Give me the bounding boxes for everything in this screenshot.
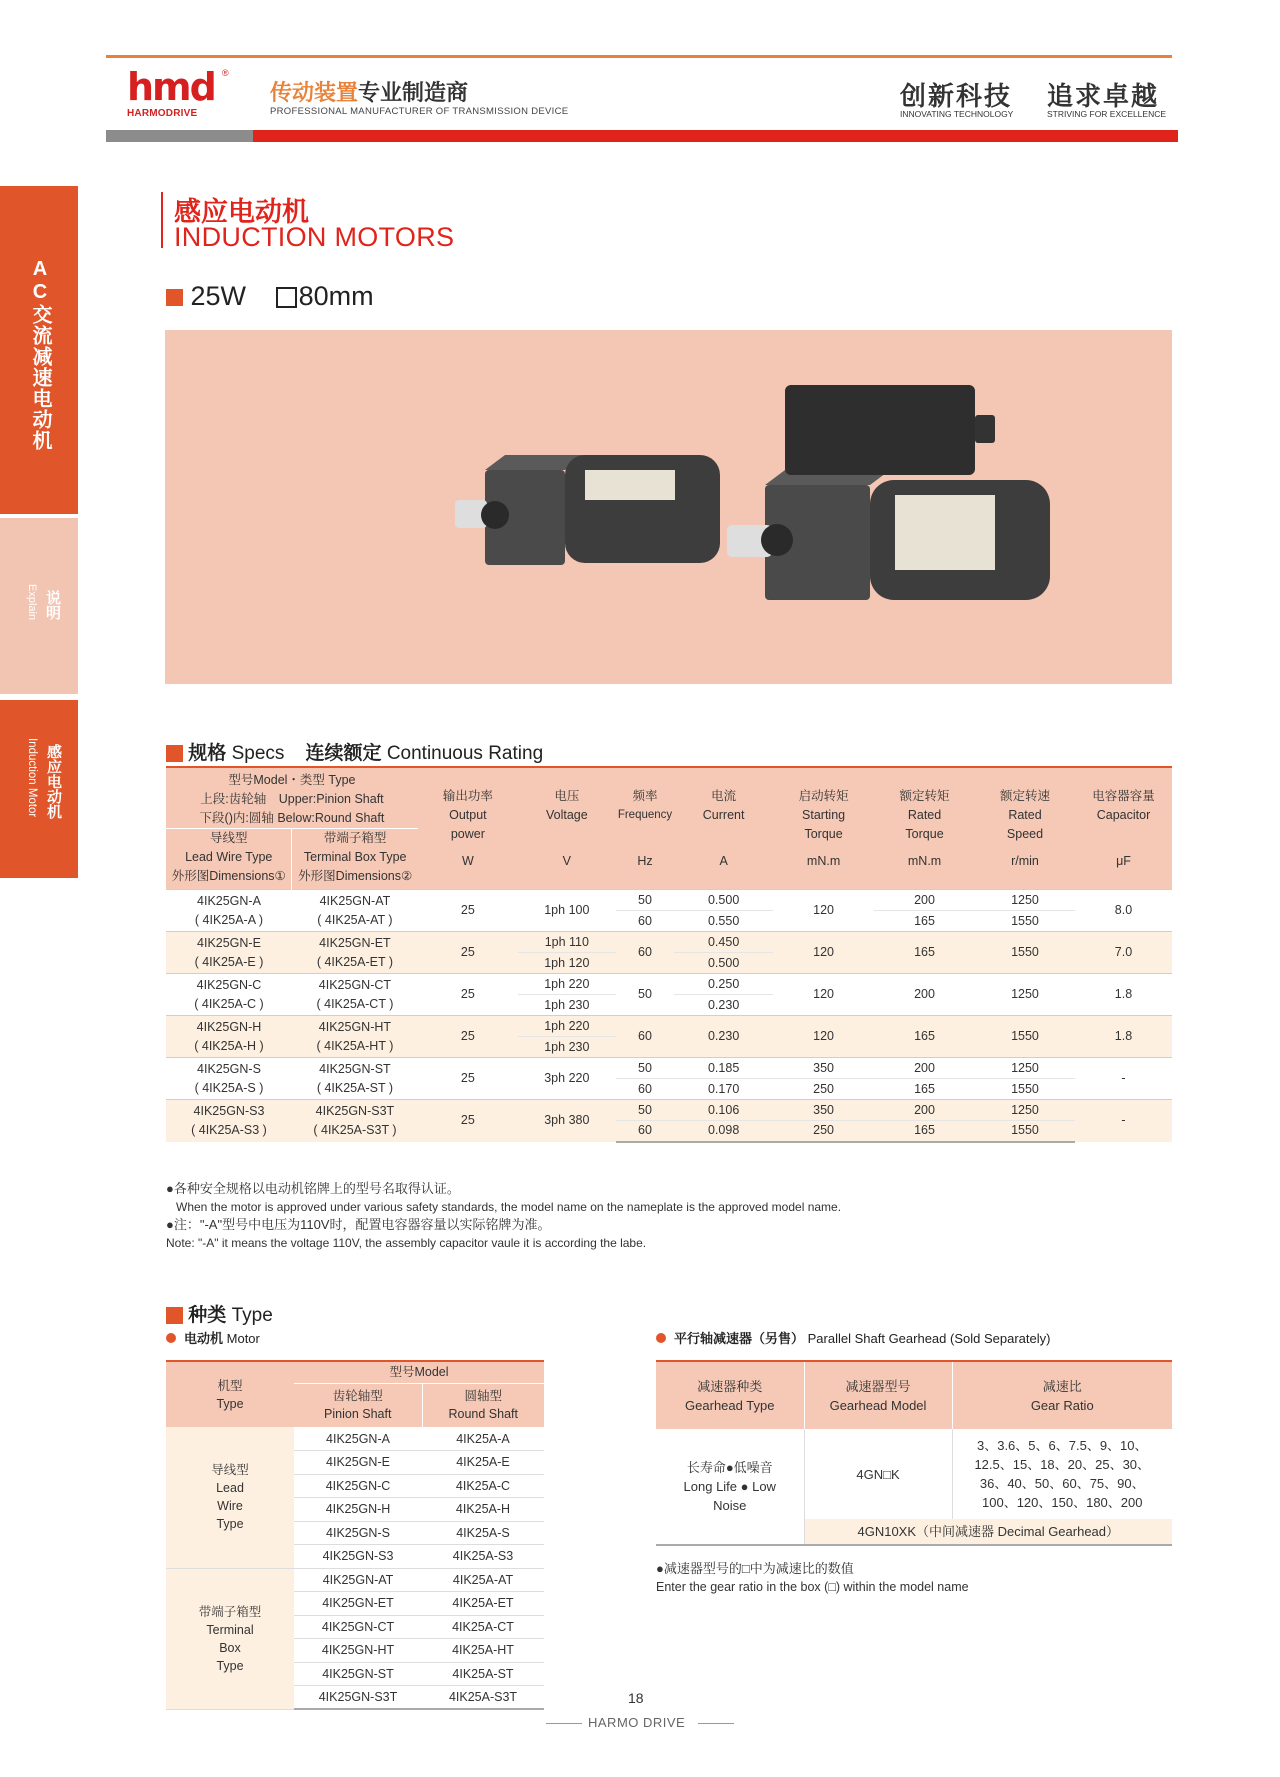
spec-cell-term — [292, 974, 418, 1016]
spec-text-lead: 4IK25GN-E — [197, 935, 261, 950]
gear-header-ratio — [952, 1361, 1172, 1429]
spec-cell-term — [292, 1100, 418, 1142]
pinion-model-cell: 4IK25GN-S3 — [294, 1545, 422, 1569]
header-cur-en: Current — [702, 807, 745, 822]
spec-cell-f1: 60 — [616, 932, 674, 974]
motor-sub-en: Motor — [226, 1331, 260, 1346]
spec-cell-r1: 200 — [874, 1100, 975, 1121]
spec-cell-cap: - — [1075, 1100, 1172, 1142]
spec-cell-power: 25 — [418, 1058, 518, 1100]
header-volt-cn: 电压 — [554, 788, 580, 803]
spec-cell-c1: 0.500 — [674, 890, 773, 911]
gear-title-en: Parallel Shaft Gearhead (Sold Separately) — [807, 1331, 1051, 1346]
header-current — [674, 767, 773, 890]
brand-logo: hmd — [127, 65, 215, 109]
spec-text-lead2: ( 4IK25A-E ) — [194, 954, 264, 969]
spec-cell-r1: 165 — [874, 1016, 975, 1058]
gear-header-model — [804, 1361, 952, 1429]
side-tab-induction[interactable] — [0, 700, 78, 878]
motor-type-table — [166, 1360, 544, 1710]
gear-note-en: Enter the gear ratio in the box (□) within the model name — [656, 1580, 969, 1594]
spec-cell-sp2: 1550 — [975, 1079, 1075, 1100]
header-cap-en: Capacitor — [1096, 807, 1151, 822]
spec-cell-sp1: 1550 — [975, 932, 1075, 974]
spec-text-term2: ( 4IK25A-ST ) — [316, 1080, 394, 1095]
spec-cell-r1: 165 — [874, 932, 975, 974]
header-rs-unit: r/min — [1011, 853, 1039, 868]
type-group-label: Type — [216, 1658, 244, 1673]
round-model-cell: 4IK25A-HT — [422, 1639, 544, 1663]
header-model-line1: 型号Model・类型 Type — [228, 773, 356, 787]
spec-text-lead2: ( 4IK25A-H ) — [194, 1038, 264, 1053]
gearhead-subheading — [656, 1328, 1050, 1347]
spec-cell-lead — [166, 932, 292, 974]
page-title-en: INDUCTION MOTORS — [174, 222, 455, 252]
bullet-square-icon — [166, 289, 183, 306]
pinion-model-cell: 4IK25GN-ST — [294, 1662, 422, 1686]
tagline-cn — [270, 76, 468, 107]
type-group-label: 导线型 — [211, 1463, 249, 1478]
type-h-type-en: Type — [216, 1396, 244, 1411]
header-term-l1: 带端子箱型 — [323, 831, 387, 845]
type-group-label: 带端子箱型 — [198, 1604, 262, 1619]
spec-cell-r2: 165 — [874, 1121, 975, 1142]
header-st-cn: 启动转矩 — [798, 788, 849, 803]
side-tab-explain-en: Explain — [26, 584, 38, 621]
spec-cell-c1: 0.250 — [674, 974, 773, 995]
spec-cell-c2: 0.098 — [674, 1121, 773, 1142]
round-model-cell: 4IK25A-H — [422, 1498, 544, 1522]
gear-h-ratio-en: Gear Ratio — [1030, 1397, 1094, 1413]
square-frame-icon — [276, 287, 297, 308]
type-heading — [166, 1300, 273, 1327]
header-voltage — [518, 767, 616, 890]
spec-text-lead: 4IK25GN-S3 — [193, 1103, 265, 1118]
header-model-line3: 下段()内:圆轴 Below:Round Shaft — [199, 811, 385, 825]
header-rt-en1: Rated — [907, 807, 942, 822]
spec-row — [166, 1016, 1172, 1037]
header-power-en1: Output — [449, 807, 487, 822]
motor-sub-cn: 电动机 — [184, 1331, 224, 1346]
gear-type-en2: Noise — [713, 1498, 747, 1513]
type-header-model: 型号Model — [294, 1361, 544, 1383]
spec-text-lead: 4IK25GN-H — [196, 1019, 262, 1034]
header-lead-l1: 导线型 — [209, 831, 248, 845]
type-h-pinion-cn: 齿轮轴型 — [332, 1389, 383, 1404]
header-lead-wire — [166, 829, 292, 890]
bullet-dot-icon — [166, 1333, 176, 1343]
spec-cell-c2: 0.550 — [674, 911, 773, 932]
specs-table — [166, 766, 1172, 1143]
header-model-line2: 上段:齿轮轴 Upper:Pinion Shaft — [200, 792, 384, 806]
footer-line-right — [698, 1723, 734, 1724]
spec-cell-s2: 250 — [773, 1079, 874, 1100]
lead-wire-motor-image — [455, 455, 720, 565]
spec-cell-r2: 165 — [874, 911, 975, 932]
spec-cell-term — [292, 932, 418, 974]
spec-cell-s1: 350 — [773, 1100, 874, 1121]
spec-row — [166, 974, 1172, 995]
specs-title-cn: 规格 — [188, 743, 227, 764]
gear-note-cn: ●减速器型号的□中为减速比的数值 — [656, 1561, 854, 1576]
spec-text-term: 4IK25GN-AT — [319, 893, 391, 908]
spec-text-term: 4IK25GN-ET — [319, 935, 391, 950]
type-group-label: Lead — [216, 1481, 244, 1496]
round-model-cell: 4IK25A-AT — [422, 1568, 544, 1592]
spec-cell-f2: 60 — [616, 1079, 674, 1100]
spec-cell-v1: 1ph 110 — [518, 932, 616, 953]
spec-cell-cap: 7.0 — [1075, 932, 1172, 974]
product-photo-panel — [165, 330, 1172, 684]
header-st-en1: Starting — [802, 807, 846, 822]
gear-h-type-en: Gearhead Type — [685, 1397, 775, 1413]
bullet-square-icon — [166, 1307, 183, 1324]
type-header-round — [422, 1383, 544, 1427]
gear-decimal-cell: 4GN10XK（中间减速器 Decimal Gearhead） — [804, 1519, 1172, 1545]
header-st-en2: Torque — [804, 826, 843, 841]
header-cur-unit: A — [719, 853, 728, 868]
header-top-line — [106, 55, 1172, 58]
note2-en: Note: "-A" it means the voltage 110V, the assembly capacitor vaule it is according the labe. — [166, 1236, 647, 1250]
header-power-unit: W — [461, 853, 474, 868]
header-rt-unit: mN.m — [907, 853, 942, 868]
round-model-cell: 4IK25A-S3 — [422, 1545, 544, 1569]
spec-cell-f1: 50 — [616, 890, 674, 911]
side-tab-explain[interactable] — [0, 518, 78, 694]
spec-cell-v1: 3ph 220 — [518, 1058, 616, 1100]
type-h-pinion-en: Pinion Shaft — [324, 1407, 392, 1422]
specs-heading — [166, 738, 543, 765]
pinion-model-cell: 4IK25GN-A — [294, 1427, 422, 1451]
pinion-model-cell: 4IK25GN-AT — [294, 1568, 422, 1592]
tagline-cn-a: 传动装置 — [270, 80, 359, 105]
spec-row — [166, 1058, 1172, 1079]
round-model-cell: 4IK25A-E — [422, 1451, 544, 1475]
header-cap-cn: 电容器容量 — [1092, 788, 1155, 803]
header-volt-en: Voltage — [545, 807, 588, 822]
frame-size: 80mm — [298, 281, 374, 311]
spec-cell-sp1: 1250 — [975, 1058, 1075, 1079]
spec-cell-power: 25 — [418, 974, 518, 1016]
type-group-label: Terminal — [206, 1622, 254, 1637]
spec-cell-sp1: 1250 — [975, 1100, 1075, 1121]
spec-cell-s1: 120 — [773, 932, 874, 974]
specs-subtitle-en: Continuous Rating — [386, 743, 544, 764]
terminal-box-motor-image — [727, 385, 1050, 600]
spec-cell-s2: 250 — [773, 1121, 874, 1142]
header-power-en2: power — [450, 826, 485, 841]
spec-cell-lead — [166, 890, 292, 932]
header-output-power — [418, 767, 518, 890]
spec-heading — [166, 281, 374, 312]
spec-cell-sp2: 1550 — [975, 1121, 1075, 1142]
header-frequency — [616, 767, 674, 890]
bullet-dot-icon — [656, 1333, 666, 1343]
note2-cn: ●注："-A"型号中电压为110V时，配置电容器容量以实际铭牌为准。 — [166, 1217, 551, 1232]
bullet-square-icon — [166, 745, 183, 762]
pinion-model-cell: 4IK25GN-S3T — [294, 1686, 422, 1710]
header-freq-unit: Hz — [637, 853, 653, 868]
gear-header-type — [656, 1361, 804, 1429]
gear-notes — [656, 1560, 969, 1596]
gear-h-model-en: Gearhead Model — [829, 1397, 927, 1413]
side-tab-induction-cn: 感应电动机 — [45, 744, 62, 819]
spec-cell-r1: 200 — [874, 890, 975, 911]
header-rated-torque — [874, 767, 975, 890]
gear-ratio-line4: 100、120、150、180、200 — [982, 1495, 1143, 1510]
spec-cell-s1: 120 — [773, 890, 874, 932]
spec-cell-f1: 50 — [616, 974, 674, 1016]
tagline-cn-b: 专业制造商 — [358, 80, 469, 105]
spec-cell-sp2: 1550 — [975, 911, 1075, 932]
registered-mark: ® — [222, 68, 229, 78]
spec-cell-lead — [166, 1100, 292, 1142]
type-group-label: Box — [219, 1640, 241, 1655]
spec-cell-c1: 0.106 — [674, 1100, 773, 1121]
spec-cell-term — [292, 890, 418, 932]
spec-cell-term — [292, 1058, 418, 1100]
title-bar — [161, 192, 163, 248]
spec-cell-c2: 0.170 — [674, 1079, 773, 1100]
spec-cell-v2: 1ph 230 — [518, 1037, 616, 1058]
spec-cell-sp1: 1550 — [975, 1016, 1075, 1058]
spec-cell-power: 25 — [418, 890, 518, 932]
power-rating: 25W — [190, 281, 247, 311]
spec-cell-c2: 0.500 — [674, 953, 773, 974]
header-cur-cn: 电流 — [711, 788, 737, 803]
gear-model-cell: 4GN□K — [804, 1429, 952, 1519]
side-tab-explain-cn: 说明 — [44, 590, 61, 620]
spec-cell-v1: 1ph 220 — [518, 1016, 616, 1037]
slogan-striving: 追求卓越 — [1047, 82, 1160, 112]
spec-cell-lead — [166, 1058, 292, 1100]
spec-text-lead2: ( 4IK25A-C ) — [194, 996, 264, 1011]
spec-cell-c1: 0.450 — [674, 932, 773, 953]
spec-cell-s1: 120 — [773, 1016, 874, 1058]
gear-h-ratio-cn: 减速比 — [1042, 1378, 1082, 1394]
spec-cell-power: 25 — [418, 932, 518, 974]
spec-text-term: 4IK25GN-HT — [318, 1019, 392, 1034]
header-rated-speed — [975, 767, 1075, 890]
gear-ratio-line2: 12.5、15、18、20、25、30、 — [974, 1457, 1151, 1472]
spec-cell-v1: 1ph 100 — [518, 890, 616, 932]
round-model-cell: 4IK25A-S — [422, 1521, 544, 1545]
spec-cell-c1: 0.185 — [674, 1058, 773, 1079]
pinion-model-cell: 4IK25GN-H — [294, 1498, 422, 1522]
header-band-red — [253, 130, 1178, 142]
header-starting-torque — [773, 767, 874, 890]
spec-cell-c1: 0.230 — [674, 1016, 773, 1058]
round-model-cell: 4IK25A-CT — [422, 1615, 544, 1639]
spec-cell-f1: 50 — [616, 1100, 674, 1121]
tagline-en: PROFESSIONAL MANUFACTURER OF TRANSMISSION DEVICE — [270, 106, 569, 117]
round-model-cell: 4IK25A-A — [422, 1427, 544, 1451]
spec-row — [166, 1100, 1172, 1121]
spec-cell-v2: 1ph 120 — [518, 953, 616, 974]
header-freq-en: Frequency — [617, 808, 673, 821]
gear-h-type-cn: 减速器种类 — [697, 1378, 763, 1394]
spec-cell-cap: 1.8 — [1075, 1016, 1172, 1058]
slogan-innovating-en: INNOVATING TECHNOLOGY — [900, 109, 1014, 119]
spec-cell-power: 25 — [418, 1016, 518, 1058]
spec-text-lead: 4IK25GN-A — [197, 893, 261, 908]
header-term-l3: 外形图Dimensions② — [298, 869, 413, 883]
round-model-cell: 4IK25A-S3T — [422, 1686, 544, 1710]
spec-cell-f2: 60 — [616, 1121, 674, 1142]
gear-ratio-cell — [952, 1429, 1172, 1519]
header-terminal-box — [292, 829, 418, 890]
gearhead-table — [656, 1360, 1172, 1546]
type-group-label: Wire — [217, 1499, 243, 1514]
spec-text-term2: ( 4IK25A-AT ) — [317, 912, 393, 927]
spec-cell-v1: 1ph 220 — [518, 974, 616, 995]
gear-ratio-line3: 36、40、50、60、75、90、 — [979, 1476, 1145, 1491]
gear-type-en1: Long Life ● Low — [683, 1479, 776, 1494]
gear-type-cell — [656, 1429, 804, 1545]
spec-text-lead: 4IK25GN-S — [197, 1061, 261, 1076]
type-title-en: Type — [231, 1305, 273, 1326]
note1-cn: ●各种安全规格以电动机铭牌上的型号名取得认证。 — [166, 1181, 460, 1196]
spec-cell-f2: 60 — [616, 911, 674, 932]
header-lead-l2: Lead Wire Type — [185, 850, 273, 864]
header-volt-unit: V — [562, 853, 571, 868]
header-model — [166, 767, 418, 829]
motor-photos — [165, 330, 1172, 684]
header-freq-cn: 频率 — [632, 788, 658, 803]
spec-cell-c2: 0.230 — [674, 995, 773, 1016]
pinion-model-cell: 4IK25GN-S — [294, 1521, 422, 1545]
header-lead-l3: 外形图Dimensions① — [171, 869, 286, 883]
spec-cell-s1: 120 — [773, 974, 874, 1016]
type-header-pinion — [294, 1383, 422, 1427]
spec-cell-sp1: 1250 — [975, 974, 1075, 1016]
spec-cell-s1: 350 — [773, 1058, 874, 1079]
spec-cell-sp1: 1250 — [975, 890, 1075, 911]
type-group-lead-wire — [166, 1427, 294, 1568]
spec-text-lead2: ( 4IK25A-A ) — [194, 912, 264, 927]
header-rs-en2: Speed — [1006, 826, 1044, 841]
spec-cell-r1: 200 — [874, 974, 975, 1016]
type-title-cn: 种类 — [188, 1305, 227, 1326]
side-tab-ac-motor[interactable] — [0, 186, 78, 514]
specs-notes — [166, 1180, 841, 1252]
slogan-striving-en: STRIVING FOR EXCELLENCE — [1047, 109, 1167, 119]
spec-text-term2: ( 4IK25A-ET ) — [316, 954, 394, 969]
spec-cell-r2: 165 — [874, 1079, 975, 1100]
round-model-cell: 4IK25A-ET — [422, 1592, 544, 1616]
type-h-type-cn: 机型 — [217, 1378, 243, 1393]
round-model-cell: 4IK25A-C — [422, 1474, 544, 1498]
pinion-model-cell: 4IK25GN-C — [294, 1474, 422, 1498]
header-cap-unit: μF — [1116, 853, 1131, 868]
spec-cell-term — [292, 1016, 418, 1058]
spec-text-term: 4IK25GN-CT — [318, 977, 392, 992]
spec-row — [166, 890, 1172, 911]
gear-type-cn: 长寿命●低噪音 — [686, 1460, 773, 1475]
spec-cell-f1: 50 — [616, 1058, 674, 1079]
spec-cell-cap: 8.0 — [1075, 890, 1172, 932]
footer-line-left — [546, 1723, 582, 1724]
footer-brand: HARMO DRIVE — [588, 1715, 686, 1730]
spec-text-term2: ( 4IK25A-S3T ) — [313, 1122, 397, 1137]
header-band-grey — [106, 130, 253, 142]
header-rt-cn: 额定转矩 — [899, 788, 950, 803]
note1-en: When the motor is approved under various safety standards, the model name on the nameplate is the approved model name. — [176, 1200, 842, 1214]
side-tab-ac-motor-label: AC交流减速电动机 — [29, 258, 51, 451]
spec-cell-lead — [166, 1016, 292, 1058]
header-st-unit: mN.m — [806, 853, 841, 868]
spec-text-term: 4IK25GN-S3T — [315, 1103, 395, 1118]
round-model-cell: 4IK25A-ST — [422, 1662, 544, 1686]
side-tab-induction-en: Induction Motor — [26, 738, 38, 818]
spec-text-term2: ( 4IK25A-HT ) — [316, 1038, 394, 1053]
spec-cell-cap: - — [1075, 1058, 1172, 1100]
brand-name: HARMODRIVE — [127, 108, 198, 119]
type-row — [166, 1568, 544, 1592]
page-title-cn: 感应电动机 — [174, 197, 309, 227]
pinion-model-cell: 4IK25GN-E — [294, 1451, 422, 1475]
spec-row — [166, 932, 1172, 953]
specs-title-en: Specs — [231, 743, 285, 764]
header-rs-cn: 额定转速 — [999, 788, 1050, 803]
spec-cell-v2: 1ph 230 — [518, 995, 616, 1016]
gear-ratio-line1: 3、3.6、5、6、7.5、9、10、 — [976, 1438, 1148, 1453]
type-header-type — [166, 1361, 294, 1427]
spec-text-lead2: ( 4IK25A-S3 ) — [191, 1122, 267, 1137]
spec-cell-lead — [166, 974, 292, 1016]
spec-text-lead2: ( 4IK25A-S ) — [194, 1080, 264, 1095]
spec-text-lead: 4IK25GN-C — [196, 977, 262, 992]
header-power-cn: 输出功率 — [442, 788, 493, 803]
spec-cell-r1: 200 — [874, 1058, 975, 1079]
pinion-model-cell: 4IK25GN-ET — [294, 1592, 422, 1616]
slogan-innovating: 创新科技 — [900, 82, 1013, 112]
gear-title-cn: 平行轴减速器（另售） — [674, 1331, 805, 1346]
spec-cell-v1: 3ph 380 — [518, 1100, 616, 1142]
type-h-round-cn: 圆轴型 — [464, 1389, 502, 1404]
header-term-l2: Terminal Box Type — [303, 850, 407, 864]
spec-cell-f1: 60 — [616, 1016, 674, 1058]
type-group-terminal-box — [166, 1568, 294, 1709]
spec-cell-power: 25 — [418, 1100, 518, 1142]
type-h-round-en: Round Shaft — [448, 1407, 518, 1422]
spec-cell-cap: 1.8 — [1075, 974, 1172, 1016]
pinion-model-cell: 4IK25GN-HT — [294, 1639, 422, 1663]
header-capacitor — [1075, 767, 1172, 890]
pinion-model-cell: 4IK25GN-CT — [294, 1615, 422, 1639]
specs-subtitle-cn: 连续额定 — [305, 743, 382, 764]
header-rt-en2: Torque — [905, 826, 944, 841]
spec-text-term2: ( 4IK25A-CT ) — [316, 996, 394, 1011]
type-row — [166, 1427, 544, 1451]
motor-subheading — [166, 1328, 260, 1347]
header-rs-en1: Rated — [1008, 807, 1042, 822]
type-group-label: Type — [216, 1517, 244, 1532]
page-number: 18 — [628, 1690, 644, 1706]
gear-h-model-cn: 减速器型号 — [845, 1378, 911, 1394]
spec-text-term: 4IK25GN-ST — [319, 1061, 391, 1076]
